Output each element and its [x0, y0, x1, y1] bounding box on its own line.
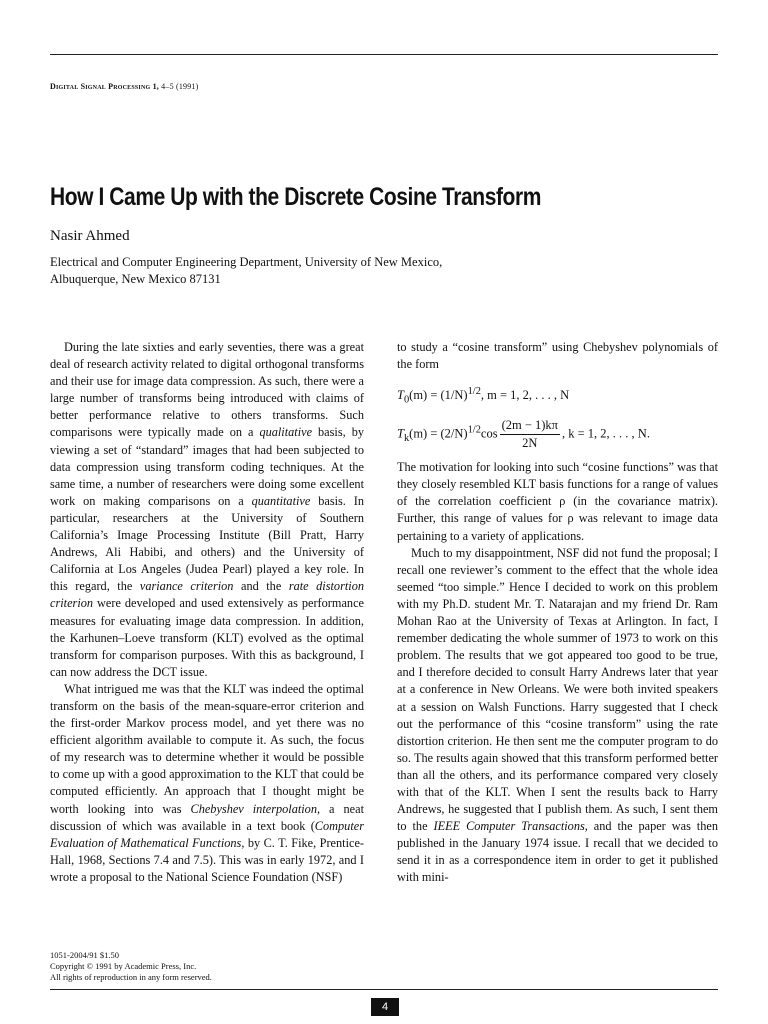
- paragraph-1: During the late sixties and early seventies, there was a great deal of research activity related to digital orthogonal transforms and their use for image data compression. As such, there were a large number of transforms being introduced with claims of better performance relative to others transforms. Such comparisons were typically made on a qualitative basis, by viewing a set of “standard” images that had been subjected to data compression using transform coding techniques. At the same time, a number of researchers were doing some excellent work on making comparisons on a quantitative basis. In particular, researchers at the University of Southern California’s Image Processing Institute (Bill Pratt, Harry Andrews, Ali Habibi, and others) and the University of California at Los Angeles (Judea Pearl) played a key role. In this regard, the variance criterion and the rate distortion criterion were developed and used extensively as performance measures for evaluating image data compression. In addition, the Karhunen–Loeve transform (KLT) evolved as the optimal transform for comparison purposes. With this as background, I can now address the DCT issue.: [50, 340, 364, 679]
- affiliation: [50, 254, 570, 288]
- paragraph-continued: to study a “cosine transform” using Chebyshev polynomials of the form: [397, 340, 718, 372]
- equation-2: $T_k(m) = (2/N)^{1/2}\cos$ $\frac{(2m - 1)k\pi}{2N}$ , k = 1, 2, . . . , N.: [397, 417, 718, 459]
- paragraph-4: Much to my disappointment, NSF did not fund the proposal; I recall one reviewer’s comment to the effect that the whole idea seemed “too simple.” Hence I decided to work on this problem with my Ph.D. student Mr. T. Natarajan and my friend Dr. Ram Mohan Rao at the University of Texas at Arlington. In fact, I remember dedicating the whole summer of 1973 to work on this problem. The results that we got appeared too good to be true, and I therefore decided to consult Harry Andrews later that year at a conference in New Orleans. We were both invited speakers at a session on Walsh Functions. Harry suggested that I check out the performance of this “cosine transform” using the rate distortion criterion. He then sent me the computer program to do so. The results again showed that this transform performed better than all the others, and its performance compared very closely with that of the KLT. When I sent the results back to Harry Andrews, he suggested that I publish them. As such, I sent them to the IEEE Computer Transactions, and the paper was then published in the January 1974 issue. I recall that we decided to send it in as a correspondence item in order to get it published with mini-: [397, 545, 718, 885]
- pages-year: 4–5 (1991): [161, 82, 199, 91]
- right-column: [397, 339, 718, 887]
- volume: 1,: [152, 82, 159, 91]
- running-head: [50, 82, 199, 91]
- affiliation-line-2: Albuquerque, New Mexico 87131: [50, 272, 221, 286]
- issn-price: 1051-2004/91 $1.50: [50, 950, 119, 960]
- rights-notice: All rights of reproduction in any form reserved.: [50, 972, 212, 982]
- top-rule: [50, 54, 718, 55]
- copyright-footer: [50, 950, 212, 983]
- bottom-rule: [50, 989, 718, 990]
- equation-1: $T_0(m) = (1/N)^{1/2}$, m = 1, 2, . . . , N: [397, 386, 570, 406]
- journal-name: Digital Signal Processing: [50, 82, 151, 91]
- paragraph-2: What intrigued me was that the KLT was indeed the optimal transform on the basis of the mean-square-error criterion and the first-order Markov process model, and yet there was no efficient algorithm available to compute it. As such, the focus of my research was to determine whether it would be possible to come up with a good approximation to the KLT that could be computed efficiently. An approach that I thought might be worth looking into was Chebyshev interpolation, a neat discussion of which was available in a text book (Computer Evaluation of Mathematical Functions, by C. T. Fike, Prentice-Hall, 1968, Sections 7.4 and 7.5). This was in early 1972, and I wrote a proposal to the National Science Foundation (NSF): [50, 681, 364, 884]
- copyright: Copyright © 1991 by Academic Press, Inc.: [50, 961, 197, 971]
- equation-fraction: $\frac{(2m - 1)k\pi}{2N}$: [501, 418, 558, 451]
- author-name: Nasir Ahmed: [50, 228, 130, 244]
- paragraph-3: The motivation for looking into such “cosine functions” was that they closely resembled KLT basis functions for a range of values of the correlation coefficient ρ (in the covariance matrix). Further, this range of values for ρ was relevant to image data pertaining to a variety of applications.: [397, 460, 718, 543]
- page-number: 4: [371, 998, 399, 1016]
- article-title: How I Came Up with the Discrete Cosine Transform: [50, 183, 541, 211]
- left-column: [50, 339, 364, 886]
- affiliation-line-1: Electrical and Computer Engineering Department, University of New Mexico,: [50, 255, 443, 269]
